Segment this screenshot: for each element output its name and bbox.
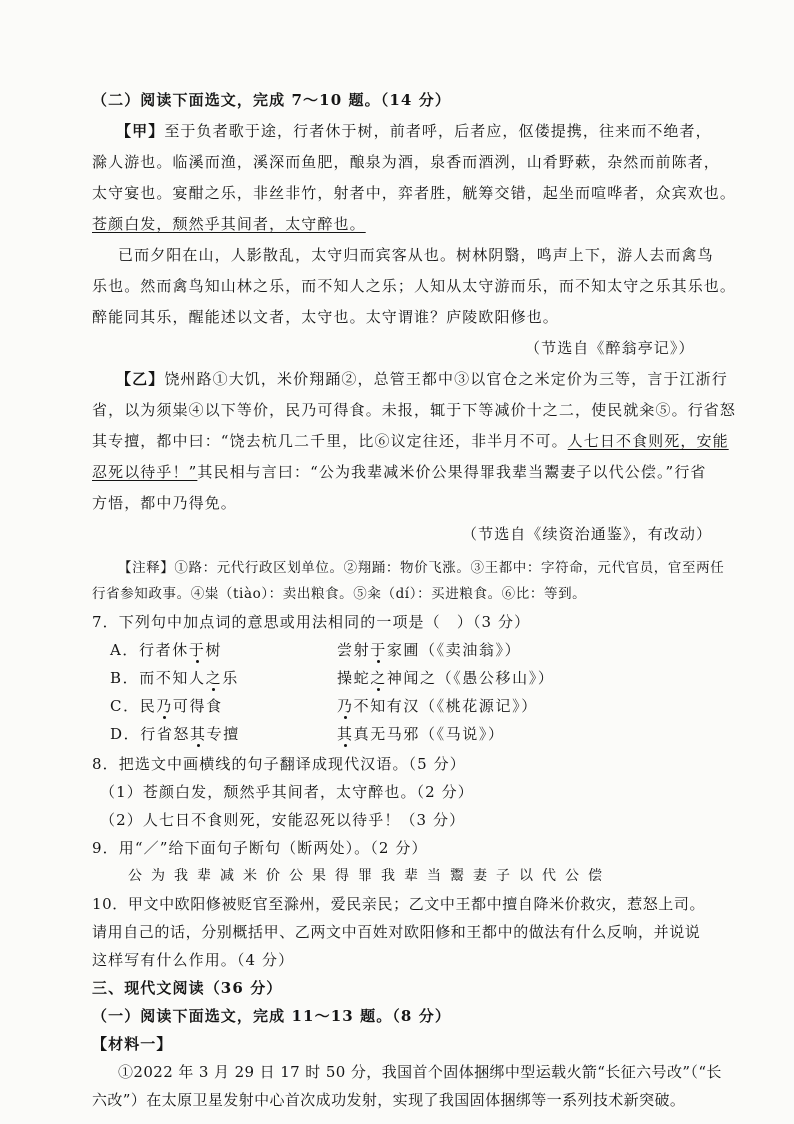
underlined-sentence-1: 苍颜白发，颓然乎其间者，太守醉也。 <box>92 215 366 233</box>
sentence-to-punctuate: 公为我辈减米价公果得罪我辈当鬻妻子以代公偿 <box>128 868 611 884</box>
passage-yi-line: 忍死以待乎！”其民相与言曰：“公为我辈减米价公果得罪我辈当鬻妻子以代公偿。”行省 <box>92 463 707 481</box>
passage-yi-line: 【乙】饶州路①大饥，米价翔踊②，总管王都中③以官仓之米定价为三等，言于江浙行 <box>116 370 728 388</box>
option-c-compare: 乃不知有汉（《桃花源记》） <box>337 697 538 715</box>
material-line: ①2022 年 3 月 29 日 17 时 50 分，我国首个固体捆绑中型运载火箭“长征六号改”（“长 <box>118 1063 722 1081</box>
annotation-line: 【注释】①路：元代行政区划单位。②翔踊：物价飞涨。③王都中：字符命，元代官员，官至两任 <box>118 560 725 576</box>
section-3-sub-heading: （一）阅读下面选文，完成 11～13 题。（8 分） <box>92 1007 451 1025</box>
passage-jia-para2-line: 乐也。然而禽鸟知山林之乐，而不知人之乐；人知从太守游而乐，而不知太守之乐其乐也。 <box>92 277 737 295</box>
dotted-word: 之 <box>370 669 387 687</box>
dotted-word: 于 <box>370 641 387 659</box>
source-citation: （节选自《续资治通鉴》，有改动） <box>462 525 713 543</box>
option-a-compare: 尝射于家圃（《卖油翁》） <box>337 641 522 659</box>
dotted-word: 其 <box>337 725 354 743</box>
underlined-sentence-2-cont: 忍死以待乎！” <box>92 463 198 481</box>
option-b: B．而不知人之乐 <box>110 669 239 687</box>
dotted-word: 乃 <box>337 697 354 715</box>
dotted-word: 于 <box>188 641 206 659</box>
question-8: 8．把选文中画横线的句子翻译成现代汉语。（5 分） <box>92 755 466 773</box>
option-d-compare: 其真无马邪（《马说》） <box>337 725 505 743</box>
material-tag: 【材料一】 <box>92 1035 173 1053</box>
material-line: 六改”）在太原卫星发射中心首次成功发射，实现了我国固体捆绑等一系列技术新突破。 <box>92 1091 686 1109</box>
passage-jia-para2-line: 醉能同其乐，醒能述以文者，太守也。太守谓谁？庐陵欧阳修也。 <box>92 308 559 326</box>
passage-jia-para2-line: 已而夕阳在山，人影散乱，太守归而宾客从也。树林阴翳，鸣声上下，游人去而禽鸟 <box>118 246 714 264</box>
section-3-heading: 三、现代文阅读（36 分） <box>92 979 283 997</box>
underlined-sentence-2: 人七日不食则死，安能 <box>567 432 729 450</box>
passage-jia-line: 【甲】至于负者歌于途，行者休于树，前者呼，后者应，伛偻提携，往来而不绝者， <box>116 122 712 140</box>
question-8-sub2: （2）人七日不食则死，安能忍死以待乎！（3 分） <box>100 811 466 829</box>
section-heading: （二）阅读下面选文，完成 7～10 题。（14 分） <box>92 91 451 109</box>
dotted-word: 其 <box>190 725 207 743</box>
source-citation: （节选自《醉翁亭记》） <box>525 339 695 357</box>
dotted-word: 之 <box>205 669 223 687</box>
passage-jia-line: 太守宴也。宴酣之乐，非丝非竹，射者中，弈者胜，觥筹交错，起坐而喧哗者，众宾欢也。 <box>92 184 737 202</box>
dotted-word: 乃 <box>156 697 173 715</box>
passage-tag-yi: 【乙】 <box>116 370 165 388</box>
passage-yi-line: 省，以为须粜④以下等价，民乃可得食。未报，辄于下等减价十之二，使民就籴⑤。行省怒 <box>92 401 737 419</box>
question-10-line: 请用自己的话，分别概括甲、乙两文中百姓对欧阳修和王都中的做法有什么反响，并说说 <box>92 923 701 941</box>
question-9: 9．用“／”给下面句子断句（断两处）。（2 分） <box>92 839 428 857</box>
option-d: D．行省怒其专擅 <box>110 725 240 743</box>
option-a: A．行者休于树 <box>110 641 223 659</box>
passage-yi-line: 方悟，都中乃得免。 <box>92 494 237 512</box>
passage-yi-line: 其专擅，都中曰：“饶去杭几二千里，比⑥议定往还，非半月不可。人七日不食则死，安能 <box>92 432 729 450</box>
annotation-line: 行省参知政事。④粜（tiào）：卖出粮食。⑤籴（dí）：买进粮食。⑥比：等到。 <box>92 586 587 602</box>
question-7: 7．下列句中加点词的意思或用法相同的一项是（ ）（3 分） <box>92 613 531 631</box>
passage-tag-jia: 【甲】 <box>116 122 165 140</box>
question-8-sub1: （1）苍颜白发，颓然乎其间者，太守醉也。（2 分） <box>100 783 474 801</box>
question-10: 10．甲文中欧阳修被贬官至滁州，爱民亲民；乙文中王都中擅自降米价救灾，惹怒上司。 <box>92 895 706 913</box>
option-c: C．民乃可得食 <box>110 697 223 715</box>
option-b-compare: 操蛇之神闻之（《愚公移山》） <box>337 669 555 687</box>
question-10-line: 这样写有什么作用。（4 分） <box>92 951 295 969</box>
passage-jia-line: 滁人游也。临溪而渔，溪深而鱼肥，酿泉为酒，泉香而酒洌，山肴野蔌，杂然而前陈者， <box>92 153 720 171</box>
